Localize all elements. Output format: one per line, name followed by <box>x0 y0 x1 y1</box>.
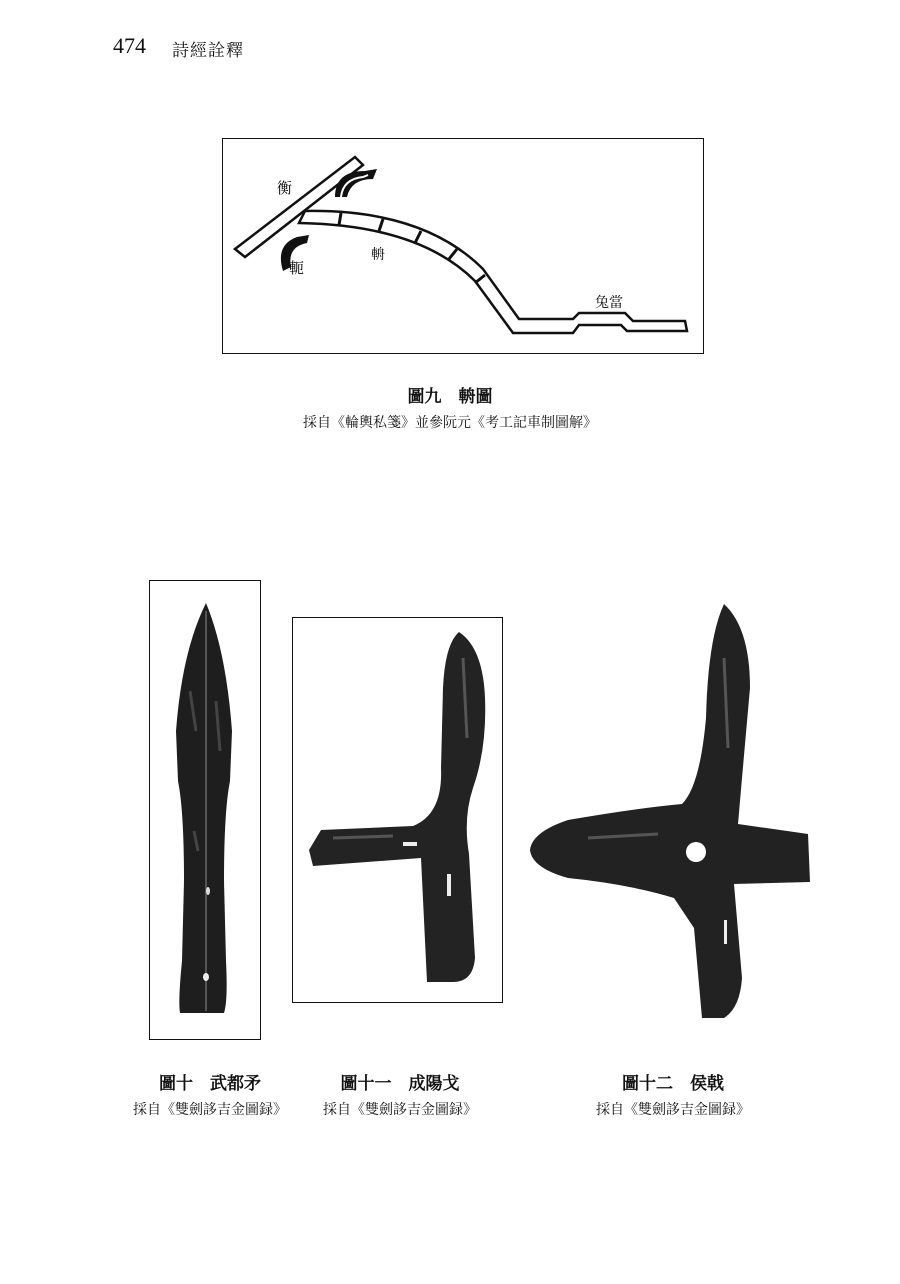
label-e: 軛 <box>289 259 305 277</box>
figure-10-frame <box>149 580 261 1040</box>
figure-11-source: 採自《雙劍誃吉金圖録》 <box>323 1102 477 1118</box>
figure-9-source: 採自《輪輿私箋》並參阮元《考工記車制圖解》 <box>303 415 597 431</box>
zhou-shaft <box>299 211 687 333</box>
figure-10-title: 圖十 武都矛 <box>159 1074 261 1094</box>
figure-9-diagram <box>222 138 704 354</box>
label-heng: 衡 <box>277 179 293 197</box>
page-number: 474 <box>113 33 146 58</box>
zhou-diagram-drawing <box>223 139 703 353</box>
figure-11-title: 圖十一 成陽戈 <box>340 1074 460 1094</box>
label-tudang: 兔當 <box>595 295 623 311</box>
figure-11-frame <box>292 617 503 1003</box>
halberd-image <box>528 598 812 1024</box>
figure-12-image <box>528 598 812 1024</box>
running-title: 詩經詮釋 <box>172 41 244 61</box>
figure-9-title: 圖九 輈圖 <box>407 387 493 407</box>
figure-12-title: 圖十二 侯戟 <box>622 1074 724 1094</box>
label-zhou: 輈 <box>371 247 385 263</box>
spear-image <box>150 581 260 1039</box>
figure-12-source: 採自《雙劍誃吉金圖録》 <box>596 1102 750 1118</box>
figure-10-source: 採自《雙劍誃吉金圖録》 <box>133 1102 287 1118</box>
dagger-axe-image <box>293 618 502 1002</box>
